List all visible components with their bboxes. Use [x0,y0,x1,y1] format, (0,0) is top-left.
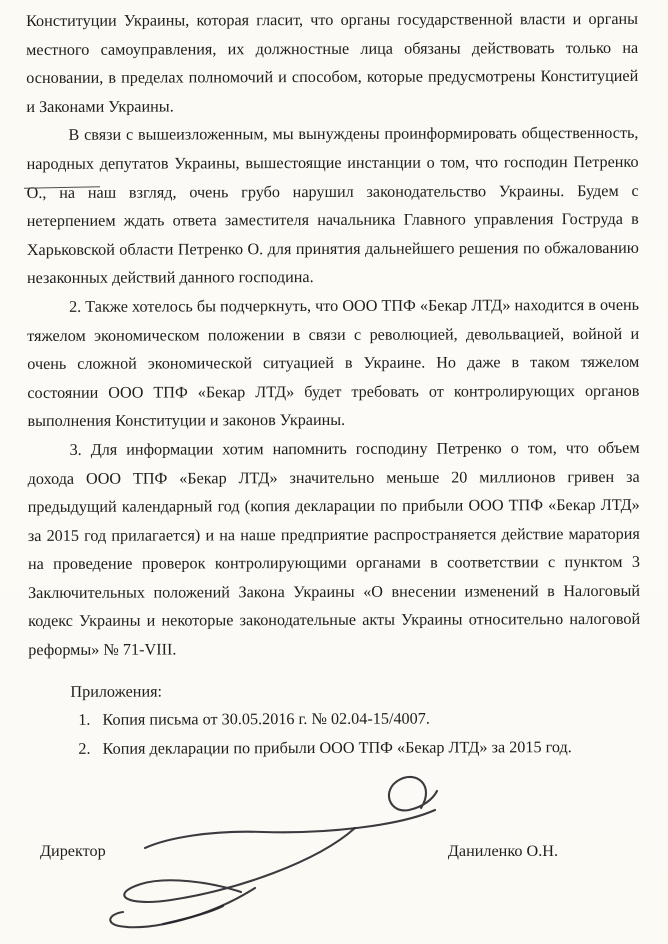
attachments-list [28,704,640,763]
letter-body [26,5,641,764]
attachment-item: 1. Копия письма от 30.05.2016 г. № 02.04-15/4007. [94,704,640,734]
attachment-item: 2. Копия декларации по прибыли ООО ТПФ «Бекар ЛТД» за 2015 год. [95,733,641,763]
signatory-name: Даниленко О.Н. [447,842,558,860]
signature-block [40,840,558,862]
attachments-title: Приложения: [70,682,163,701]
paragraph-inform-public: В связи с вышеизложенным, мы вынуждены проинформировать общественность, народных депутатов Украины, вышестоящие инстанции о том, что господин Петренко О., на наш взгляд, очень грубо нарушил законодательство Украины. Будем с нетерпением ждать ответа заместителя начальника Главного управления Гоструда в Харьковской области Петренко О. для принятия дальнейшего решения по обжалованию незаконных действий данного господина. [26,124,639,288]
paragraph-point-2: 2. Также хотелось бы подчеркнуть, что ООО ТПФ «Бекар ЛТД» находится в очень тяжелом экономическом положении в связи с революцией, девольвацией, войной и очень сложной экономической ситуацией в Украине. Но даже в таком тяжелом состоянии ООО ТПФ «Бекар ЛТД» будет требовать от контролирующих органов выполнения Конституции и законов Украины. [27,295,640,431]
paragraph-point-3: 3. Для информации хотим напомнить господину Петренко о том, что объем дохода ООО ТПФ «Бекар ЛТД» значительно меньше 20 миллионов гривен за предыдущий календарный год (копия декларации по прибыли ООО ТПФ «Бекар ЛТД» за 2015 год прилагается) и на наше предприятие распространяется действие маратория на проведение проверок контролирующими органами в соответствии с пунктом 3 Заключительных положений Закона Украины «О внесении изменений в Налоговый кодекс Украины и некоторые законодательные акты Украины относительно налоговой реформы» № 71-VIII. [27,438,641,660]
paragraph-constitution: Конституции Украины, которая гласит, что органы государственной власти и органы местного самоуправления, их должностные лица обязаны действовать только на основании, в пределах полномочий и способом, которые предусмотрены Конституцией и Законами Украины. [26,9,639,116]
signatory-role: Директор [40,842,106,860]
